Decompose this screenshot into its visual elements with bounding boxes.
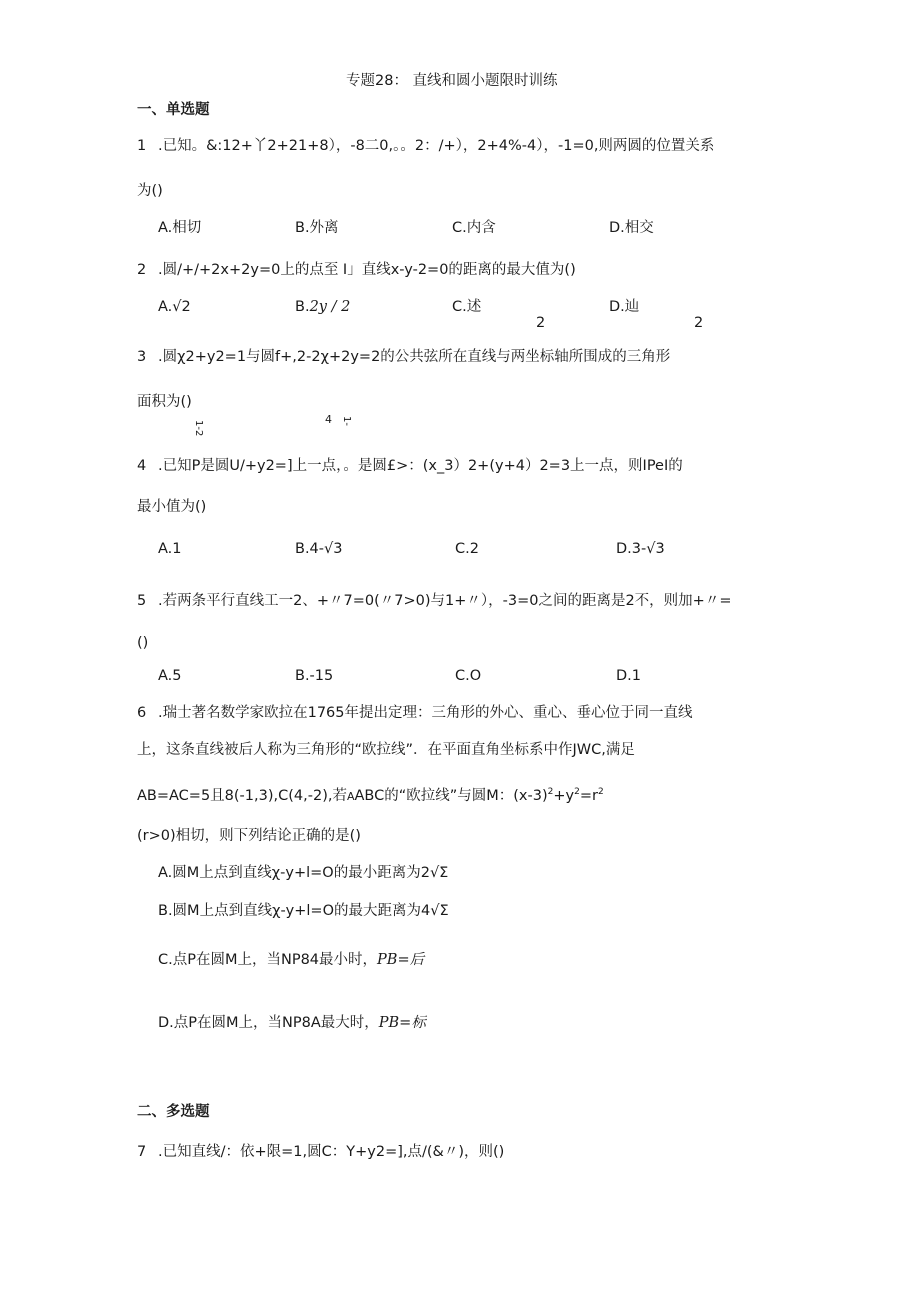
question-text: .已知P是圆U/+y2=]上一点，。是圆£>：(x_3）2+(y+4）2=3上一点，则IPeI的 [158, 458, 683, 474]
option-formula: PB=标 [378, 1015, 426, 1031]
question-number: 6 [137, 705, 147, 721]
question-text: .圆/+/+2x+2y=0上的点至 I」直线x-y-2=0的距离的最大值为() [158, 262, 576, 278]
option-a: A.相切 [158, 220, 202, 236]
question-text: (r>0)相切，则下列结论正确的是() [137, 828, 361, 844]
question-text: 上，这条直线被后人称为三角形的“欧拉线”．在平面直角坐标系中作JWC,满足 [137, 742, 635, 758]
option-d: D.3-√3 [616, 541, 665, 557]
option-c [158, 951, 424, 969]
question-number: 3 [137, 349, 147, 365]
question-number: 2 [137, 262, 147, 278]
question-text: .已知。&:12+丫2+21+8），-8二0,。。2：/+），2+4%-4），-1=0,则两圆的位置关系 [158, 138, 715, 154]
option-c: C.O [455, 668, 482, 684]
option-c: C.述 [452, 299, 482, 315]
option-b: B.-15 [295, 668, 334, 684]
option-c: C.2 [455, 541, 479, 557]
option-fraction-fragment: 1- [341, 416, 352, 426]
question-text: 为() [137, 183, 163, 199]
superscript: 2 [547, 787, 554, 798]
text-fragment: AB=AC=5且8(-1,3),C(4,-2),若 [137, 788, 347, 804]
question-text: .已知直线/：依+限=1,圆C：Y+y2=],点/(&〃)，则() [158, 1144, 505, 1160]
question-text: 最小值为() [137, 499, 207, 515]
option-fraction-fragment: 1-2 [193, 420, 204, 437]
option-a: A.1 [158, 541, 182, 557]
fraction-denominator: 2 [536, 315, 546, 331]
question-text: .若两条平行直线工一2、+〃7=0(〃7>0)与1+〃），-3=0之间的距离是2不，则加+〃= [158, 593, 732, 609]
option-a: A.√2 [158, 299, 191, 315]
option-formula: 2y / 2 [309, 299, 351, 315]
option-d [158, 1014, 426, 1032]
option-label: B. [295, 299, 310, 315]
option-d: D.1 [616, 668, 641, 684]
option-d: D.相交 [609, 220, 654, 236]
section-heading-single: 一、单选题 [137, 102, 210, 118]
option-a: A.5 [158, 668, 182, 684]
option-b: B.4-√3 [295, 541, 343, 557]
text-fragment: =r [579, 788, 598, 804]
triangle-symbol: A [346, 790, 355, 803]
option-b [295, 298, 350, 316]
page-title: 专题28： 直线和圆小题限时训练 [346, 73, 558, 89]
option-a: A.圆M上点到直线χ-y+l=O的最小距离为2√Σ [158, 865, 449, 881]
option-formula: PB=后 [377, 952, 425, 968]
option-d: D.辿 [609, 299, 640, 315]
section-heading-multi: 二、多选题 [137, 1104, 210, 1120]
question-text: () [137, 635, 149, 651]
question-text: .瑞士著名数学家欧拉在1765年提出定理：三角形的外心、重心、垂心位于同一直线 [158, 705, 693, 721]
fraction-denominator: 2 [694, 315, 704, 331]
question-number: 1 [137, 138, 147, 154]
option-b: B.外离 [295, 220, 339, 236]
text-fragment: ABC的“欧拉线”与圆M：(x-3) [354, 788, 548, 804]
option-b: B.圆M上点到直线χ-y+l=O的最大距离为4√Σ [158, 903, 449, 919]
question-text: 面积为() [137, 394, 192, 410]
option-text: C.点P在圆M上，当NP84最小时， [158, 952, 378, 968]
superscript: 2 [574, 787, 580, 798]
question-number: 7 [137, 1144, 147, 1160]
option-text: D.点P在圆M上，当NP8A最大时， [158, 1015, 379, 1031]
option-c: C.内含 [452, 220, 496, 236]
option-fraction-fragment: 4 [325, 413, 332, 426]
text-fragment: +y [553, 788, 575, 804]
question-number: 4 [137, 458, 147, 474]
question-number: 5 [137, 593, 147, 609]
question-text: .圆χ2+y2=1与圆f+,2-2χ+2y=2的公共弦所在直线与两坐标轴所围成的三角形 [158, 349, 671, 365]
superscript: 2 [597, 787, 604, 798]
question-text [137, 787, 604, 805]
